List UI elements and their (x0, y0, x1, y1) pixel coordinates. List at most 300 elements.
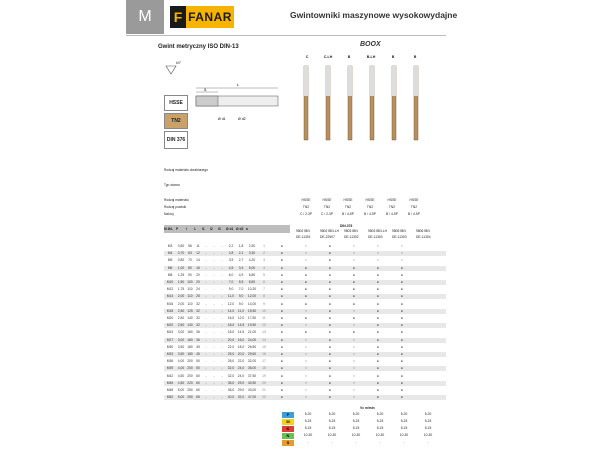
availability-mark: ● (281, 359, 283, 364)
availability-mark: ● (329, 359, 331, 364)
cell: 36 (196, 337, 200, 342)
cell: - (221, 316, 223, 320)
cell: - (221, 294, 223, 299)
col-head-9: a (246, 227, 248, 231)
cell: 20 (196, 272, 200, 277)
availability-mark: ● (329, 344, 331, 349)
cell: - (205, 265, 207, 270)
badge-din: DIN 376 (164, 131, 188, 149)
cell: 32,00 (247, 359, 257, 364)
availability-mark: ● (377, 301, 379, 306)
availability-mark: ● (281, 251, 283, 256)
cell: 26,50 (247, 344, 257, 349)
cell: 18,0 (227, 330, 235, 335)
info-label-0: Rodzaj materiału obrabianego (164, 168, 208, 172)
cell: - (205, 244, 207, 248)
availability-mark: ● (401, 352, 403, 356)
cell: 1,00 (177, 265, 185, 270)
cell: 1,8 (238, 244, 244, 248)
col-head-4: l1 (202, 227, 205, 231)
material-value: 5-15 (328, 419, 336, 423)
tap-thread (196, 96, 218, 106)
availability-mark: ○ (353, 344, 355, 349)
tools-illustration (296, 62, 446, 162)
cell: 24,0 (237, 366, 245, 371)
availability-mark: ○ (377, 251, 379, 256)
availability-mark: ● (329, 316, 331, 320)
table-row (164, 287, 446, 292)
code-cell: 8 (263, 294, 265, 299)
divider (126, 35, 446, 36)
cell: - (221, 395, 223, 400)
info-label-1: Typ otworu (164, 183, 181, 187)
availability-mark: ● (281, 287, 283, 292)
availability-mark: ● (401, 395, 403, 400)
cell: 0,80 (177, 258, 185, 263)
cell: - (213, 280, 215, 284)
col-head-6: l3 (218, 227, 221, 231)
code-head-3: 9803 IBN-LH (368, 229, 388, 233)
table-row (164, 302, 446, 307)
cell: 47,00 (247, 395, 257, 400)
availability-mark: ○ (305, 388, 307, 392)
availability-mark: ○ (401, 251, 403, 256)
cell: 32 (196, 308, 200, 313)
code-sub-5: DE-11304 (416, 235, 431, 239)
availability-mark: ● (401, 272, 403, 277)
logo-text: FANAR (188, 10, 232, 24)
cell: 14,00 (247, 301, 257, 306)
availability-mark: ● (377, 280, 379, 284)
availability-mark: ● (329, 272, 331, 277)
column-header-3: B-LH (366, 55, 376, 59)
code-cell: 14 (262, 337, 266, 342)
cell: M16 (166, 301, 174, 306)
availability-mark: ○ (353, 388, 355, 392)
cell: 12,0 (237, 316, 245, 320)
cell: 11,0 (227, 294, 235, 299)
col-head-2: l (186, 227, 187, 231)
availability-mark: ● (281, 366, 283, 371)
availability-mark: ● (281, 294, 283, 299)
cell: 5,00 (248, 265, 256, 270)
availability-mark: ○ (353, 366, 355, 371)
availability-mark: ● (329, 395, 331, 400)
code-sub-0: DE-11301 (296, 235, 311, 239)
cell: - (213, 366, 215, 371)
cell: - (221, 280, 223, 284)
dim-l1-label: l1 (204, 88, 207, 92)
availability-mark: ● (377, 366, 379, 371)
material-value: - (427, 440, 429, 444)
cell: 50 (196, 359, 200, 364)
info-value: B / 4-5P (408, 212, 420, 216)
cell: M27 (166, 337, 174, 342)
angle-icon (166, 66, 176, 74)
cell: 45 (196, 344, 200, 349)
cell: - (221, 301, 223, 306)
column-header-0: C (305, 55, 309, 59)
section-tab: M (126, 0, 164, 34)
cell: 43,00 (247, 388, 257, 392)
availability-mark: ○ (305, 373, 307, 378)
code-head-0: 9802 IBN (296, 229, 310, 233)
cell: - (221, 344, 223, 349)
availability-mark: ● (329, 294, 331, 299)
material-code-K: K (282, 426, 294, 432)
availability-mark: ● (305, 316, 307, 320)
cell: - (221, 308, 223, 313)
cell: - (205, 330, 207, 335)
cell: 11 (196, 244, 200, 248)
cell: 4,50 (177, 380, 185, 385)
availability-mark: ○ (353, 352, 355, 356)
cell: M18 (166, 308, 174, 313)
boox-text: BOOX (360, 41, 381, 48)
cell: 220 (187, 380, 193, 385)
availability-mark: ○ (353, 359, 355, 364)
cell: 20,0 (227, 337, 235, 342)
availability-mark: ● (281, 272, 283, 277)
table-row (164, 395, 446, 400)
cell: 29,50 (247, 352, 257, 356)
cell: 5,00 (177, 388, 185, 392)
page-title: Gwintowniki maszynowe wysokowydajne (290, 10, 458, 20)
cell: 28,0 (227, 359, 235, 364)
material-value: 5-20 (304, 412, 312, 416)
boox-label (360, 41, 381, 48)
availability-mark: ● (281, 323, 283, 328)
table-row (164, 345, 446, 350)
cell: 8,50 (248, 280, 256, 284)
cell: 80 (188, 265, 192, 270)
availability-mark: ● (329, 258, 331, 263)
cell: 4,5 (228, 265, 234, 270)
code-head-4: 9805 IBN (392, 229, 406, 233)
table-row (164, 366, 446, 371)
cell: - (205, 373, 207, 378)
info-label-3: Rodzaj powłoki (164, 205, 187, 209)
table-row (164, 244, 446, 249)
availability-mark: ● (329, 388, 331, 392)
cell: 200 (187, 359, 193, 364)
availability-mark: ○ (353, 244, 355, 248)
availability-mark: ○ (305, 380, 307, 385)
cell: M45 (166, 380, 174, 385)
info-value: TN2 (344, 205, 352, 209)
availability-mark: ● (401, 380, 403, 385)
cell: 160 (187, 337, 193, 342)
availability-mark: ● (329, 251, 331, 256)
cell: - (221, 272, 223, 277)
cell: - (213, 352, 215, 356)
availability-mark: ● (377, 344, 379, 349)
availability-mark: ● (377, 359, 379, 364)
code-cell: 7 (263, 287, 265, 292)
availability-mark: ● (329, 287, 331, 292)
cell: 37,50 (247, 373, 257, 378)
table-row (164, 266, 446, 271)
availability-mark: ● (281, 388, 283, 392)
code-sub-2: DE-11302 (344, 235, 359, 239)
table-row (164, 258, 446, 263)
angle-label: 60° (176, 61, 182, 65)
table-row (164, 294, 446, 299)
info-value: C / 2-3P (299, 212, 313, 216)
availability-mark: ● (401, 294, 403, 299)
availability-mark: ○ (305, 308, 307, 313)
cell: 9,0 (238, 301, 244, 306)
column-header-2: B (347, 55, 351, 59)
cell: 50 (196, 366, 200, 371)
cell: 2,00 (177, 301, 185, 306)
material-value: 10-30 (375, 433, 385, 437)
col-head-7: Ø d1 (226, 227, 234, 231)
cell: 32 (196, 301, 200, 306)
availability-mark: ● (401, 280, 403, 284)
cell: - (205, 359, 207, 364)
availability-mark: ● (305, 265, 307, 270)
code-cell: 12 (262, 323, 266, 328)
cell: - (205, 352, 207, 356)
availability-mark: ● (329, 308, 331, 313)
cell: 18,0 (227, 323, 235, 328)
material-value: 5-15 (424, 426, 432, 430)
code-cell: 4 (263, 265, 265, 270)
availability-mark: ● (353, 265, 355, 270)
cell: M5 (167, 258, 173, 263)
cell: - (221, 244, 223, 248)
material-value: 5-15 (424, 419, 432, 423)
material-value: 10-30 (423, 433, 433, 437)
code-cell: 10 (262, 308, 266, 313)
cell: - (205, 251, 207, 256)
cell: 1,25 (177, 272, 185, 277)
availability-mark: ● (329, 301, 331, 306)
cell: - (213, 316, 215, 320)
availability-mark: ● (305, 272, 307, 277)
availability-mark: ○ (353, 337, 355, 342)
cell: 2,7 (238, 258, 244, 263)
availability-mark: ● (377, 272, 379, 277)
availability-mark: ● (401, 359, 403, 364)
info-value: HSSE (343, 198, 353, 202)
availability-mark: ○ (305, 251, 307, 256)
tap-shank-5 (414, 66, 418, 96)
cell: 250 (187, 395, 193, 400)
availability-mark: ○ (401, 258, 403, 263)
material-value: - (331, 440, 333, 444)
cell: 6,0 (228, 272, 234, 277)
cell: 14,5 (237, 323, 245, 328)
cell: 29,0 (237, 380, 245, 385)
cell: 20,0 (237, 352, 245, 356)
cell: 14 (196, 258, 200, 263)
material-value: 5-15 (328, 426, 336, 430)
cell: - (205, 395, 207, 400)
cell: - (205, 323, 207, 328)
material-value: 10-30 (351, 433, 361, 437)
cell: M42 (166, 373, 174, 378)
availability-mark: ● (377, 352, 379, 356)
cell: 4,50 (177, 373, 185, 378)
col-head-8: Ø d2 (236, 227, 244, 231)
cell: 25,0 (227, 352, 235, 356)
cell: 160 (187, 330, 193, 335)
cell: 6,80 (248, 272, 256, 277)
availability-mark: ● (353, 287, 355, 292)
cell: - (221, 359, 223, 364)
cell: 60 (196, 373, 200, 378)
code-sub-1: DE-22907 (320, 235, 335, 239)
cell: 32 (196, 316, 200, 320)
material-row (296, 419, 440, 425)
cell: - (213, 258, 215, 263)
code-cell: 2 (263, 251, 265, 256)
code-cell: 11 (262, 316, 266, 320)
availability-mark: ● (377, 265, 379, 270)
availability-mark: ○ (353, 380, 355, 385)
cell: 56 (188, 244, 192, 248)
cell: 4,00 (177, 359, 185, 364)
cell: 32,0 (227, 366, 235, 371)
cell: 22,0 (227, 344, 235, 349)
info-value: HSSE (365, 198, 375, 202)
availability-mark: ● (281, 265, 283, 270)
info-value: TN2 (302, 205, 310, 209)
badge-tn2: TN2 (164, 113, 188, 129)
availability-mark: ● (377, 308, 379, 313)
info-value: HSSE (409, 198, 419, 202)
din-head: DIN-376 (340, 224, 353, 228)
availability-mark: ● (353, 272, 355, 277)
code-cell: 1 (263, 244, 265, 248)
code-cell: 21 (262, 388, 266, 392)
availability-mark: ● (377, 388, 379, 392)
info-label-4: Nakroj (164, 212, 174, 216)
code-cell: 17 (262, 359, 266, 364)
cell: 9,0 (238, 294, 244, 299)
cell: 4,00 (177, 366, 185, 371)
availability-mark: ● (281, 337, 283, 342)
table-row (164, 381, 446, 386)
availability-mark: ● (329, 265, 331, 270)
availability-mark: ○ (305, 366, 307, 371)
availability-mark: ● (305, 301, 307, 306)
cell: - (213, 301, 215, 306)
availability-mark: ● (329, 337, 331, 342)
table-row (164, 352, 446, 357)
code-cell: 13 (262, 330, 266, 335)
cell: 3,5 (228, 258, 234, 263)
info-value: B / 4-5P (364, 212, 376, 216)
cell: 200 (187, 373, 193, 378)
cell: 125 (187, 308, 193, 313)
cell: - (205, 272, 207, 277)
availability-mark: ● (377, 287, 379, 292)
cell: - (205, 344, 207, 349)
availability-mark: ● (353, 330, 355, 335)
availability-mark: ● (401, 337, 403, 342)
cell: - (213, 330, 215, 335)
cell: - (221, 265, 223, 270)
availability-mark: ● (305, 280, 307, 284)
cell: - (213, 244, 215, 248)
cell: 63 (188, 251, 192, 256)
cell: 36,0 (227, 388, 235, 392)
section-subtitle: Gwint metryczny ISO DIN-13 (158, 44, 239, 50)
material-code-S: S (282, 440, 294, 446)
dim-d2-label: Ø d2 (238, 117, 246, 121)
availability-mark: ● (377, 330, 379, 335)
cell: - (213, 344, 215, 349)
cell: - (205, 337, 207, 342)
availability-mark: ● (281, 352, 283, 356)
material-value: 5-15 (376, 419, 384, 423)
info-value: B / 4-5P (386, 212, 398, 216)
cell: 0,70 (177, 251, 185, 256)
cell: 22,0 (237, 359, 245, 364)
info-value: HSSE (322, 198, 332, 202)
logo-mark-icon: F (170, 6, 186, 28)
cell: - (213, 294, 215, 299)
col-head-0: M Ø/L (164, 227, 174, 231)
cell: - (205, 366, 207, 371)
code-cell: 9 (263, 301, 265, 306)
availability-mark: ● (329, 244, 331, 248)
cell: 180 (187, 344, 193, 349)
material-value: 5-15 (352, 426, 360, 430)
cell: 25 (196, 294, 200, 299)
availability-mark: ● (281, 244, 283, 248)
cell: 5,5 (238, 280, 244, 284)
cell: M4 (167, 251, 173, 256)
cell: 2,1 (238, 251, 244, 256)
material-value: 5-20 (376, 412, 384, 416)
cell: 32,0 (227, 373, 235, 378)
cell: 3,30 (248, 251, 256, 256)
code-cell: 19 (262, 373, 266, 378)
code-sub-3: DE-11300 (368, 235, 383, 239)
material-code-P: P (282, 412, 294, 418)
cell: 20 (196, 280, 200, 284)
material-value: 5-15 (376, 426, 384, 430)
cell: - (205, 301, 207, 306)
table-row (164, 330, 446, 335)
table-row (164, 359, 446, 364)
cell: 12 (196, 251, 200, 256)
column-header-4: B (391, 55, 395, 59)
material-value: - (379, 440, 381, 444)
availability-mark: ● (401, 323, 403, 328)
info-value: TN2 (323, 205, 331, 209)
cell: M8 (167, 272, 173, 277)
table-row (164, 316, 446, 321)
cell: 24,0 (237, 373, 245, 378)
cell: M52 (166, 395, 174, 400)
cell: - (205, 294, 207, 299)
material-row (296, 412, 440, 418)
cell: 0,50 (177, 244, 185, 248)
col-head-1: P (176, 227, 179, 231)
availability-mark: ● (401, 330, 403, 335)
materials-head: Vc m/min (360, 406, 375, 410)
cell: - (213, 388, 215, 392)
cell: 1,50 (177, 280, 185, 284)
cell: M14 (166, 294, 174, 299)
cell: 4,20 (248, 258, 256, 263)
cell: - (221, 337, 223, 342)
